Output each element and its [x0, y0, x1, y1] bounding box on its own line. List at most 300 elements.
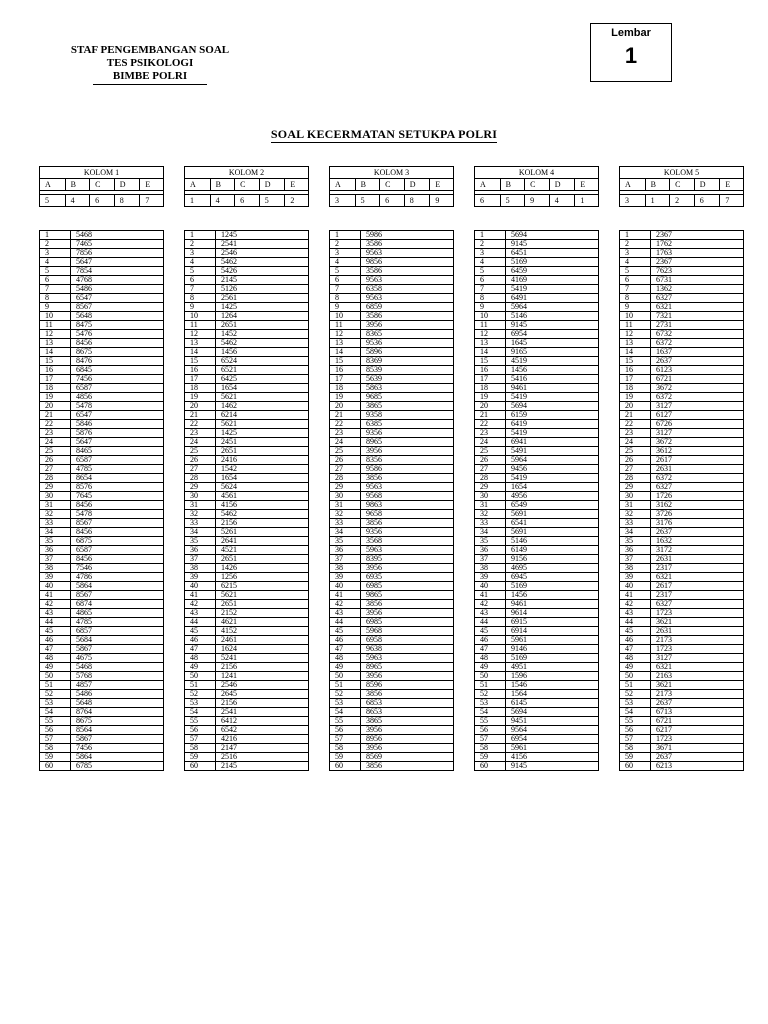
question-code: 2731: [651, 321, 744, 330]
question-number: 13: [620, 339, 651, 348]
question-code: 8965: [361, 438, 454, 447]
question-code: 9356: [361, 528, 454, 537]
question-number: 60: [40, 762, 71, 771]
question-number: 26: [185, 456, 216, 465]
question-code: 5419: [506, 393, 599, 402]
question-number: 16: [40, 366, 71, 375]
question-row: [330, 231, 454, 240]
question-number: 1: [475, 231, 506, 240]
question-number: 25: [185, 447, 216, 456]
question-number: 31: [475, 501, 506, 510]
question-code: 2645: [216, 690, 309, 699]
question-row: [620, 663, 744, 672]
question-code: 5169: [506, 582, 599, 591]
question-number: 13: [185, 339, 216, 348]
question-row: [330, 276, 454, 285]
question-number: 6: [330, 276, 361, 285]
question-code: 8567: [71, 591, 164, 600]
question-number: 39: [185, 573, 216, 582]
question-code: 5462: [216, 510, 309, 519]
key-digit: 5: [40, 195, 66, 207]
question-number: 7: [475, 285, 506, 294]
question-code: 2317: [651, 591, 744, 600]
question-code: 7321: [651, 312, 744, 321]
question-row: [185, 465, 309, 474]
question-row: [185, 492, 309, 501]
question-table: [474, 230, 599, 771]
question-code: 8456: [71, 528, 164, 537]
question-number: 57: [185, 735, 216, 744]
question-number: 40: [330, 582, 361, 591]
question-row: [40, 699, 164, 708]
question-row: [185, 276, 309, 285]
option-letter: B: [210, 179, 235, 191]
question-code: 6549: [506, 501, 599, 510]
question-number: 25: [475, 447, 506, 456]
question-row: [475, 591, 599, 600]
question-code: 6149: [506, 546, 599, 555]
question-row: [330, 627, 454, 636]
question-number: 36: [40, 546, 71, 555]
question-code: 9563: [361, 483, 454, 492]
question-row: [185, 402, 309, 411]
question-code: 5684: [71, 636, 164, 645]
question-row: [620, 762, 744, 771]
question-number: 9: [185, 303, 216, 312]
question-code: 5416: [506, 375, 599, 384]
question-number: 11: [620, 321, 651, 330]
question-number: 32: [475, 510, 506, 519]
question-number: 11: [40, 321, 71, 330]
question-number: 31: [620, 501, 651, 510]
option-letter: A: [475, 179, 501, 191]
question-number: 45: [475, 627, 506, 636]
question-code: 2416: [216, 456, 309, 465]
question-code: 6958: [361, 636, 454, 645]
question-number: 13: [475, 339, 506, 348]
question-number: 22: [185, 420, 216, 429]
question-row: [620, 519, 744, 528]
question-row: [330, 492, 454, 501]
question-number: 55: [40, 717, 71, 726]
question-row: [330, 258, 454, 267]
option-letter: D: [549, 179, 575, 191]
question-row: [475, 762, 599, 771]
question-code: 4785: [71, 465, 164, 474]
question-row: [40, 303, 164, 312]
question-number: 23: [40, 429, 71, 438]
question-row: [185, 645, 309, 654]
question-number: 33: [475, 519, 506, 528]
question-number: 8: [620, 294, 651, 303]
question-row: [40, 681, 164, 690]
question-code: 8569: [361, 753, 454, 762]
question-row: [40, 465, 164, 474]
question-row: [620, 294, 744, 303]
lembar-box: [590, 23, 672, 82]
question-row: [185, 483, 309, 492]
question-row: [185, 744, 309, 753]
option-letter: A: [330, 179, 356, 191]
question-row: [620, 753, 744, 762]
option-letter: A: [40, 179, 66, 191]
question-number: 11: [185, 321, 216, 330]
question-code: 6372: [651, 474, 744, 483]
question-number: 3: [40, 249, 71, 258]
question-code: 3612: [651, 447, 744, 456]
question-row: [40, 267, 164, 276]
question-code: 2147: [216, 744, 309, 753]
key-digit: 4: [65, 195, 90, 207]
question-row: [185, 393, 309, 402]
question-code: 2516: [216, 753, 309, 762]
question-row: [330, 312, 454, 321]
question-row: [620, 690, 744, 699]
question-number: 46: [185, 636, 216, 645]
question-code: 1654: [216, 384, 309, 393]
question-code: 5964: [506, 303, 599, 312]
question-row: [40, 339, 164, 348]
question-code: 2163: [651, 672, 744, 681]
question-row: [330, 519, 454, 528]
question-row: [475, 600, 599, 609]
question-code: 9165: [506, 348, 599, 357]
question-code: 3856: [361, 519, 454, 528]
question-number: 42: [185, 600, 216, 609]
question-row: [475, 393, 599, 402]
question-code: 1462: [216, 402, 309, 411]
question-row: [185, 339, 309, 348]
question-number: 34: [620, 528, 651, 537]
question-number: 32: [330, 510, 361, 519]
question-code: 5624: [216, 483, 309, 492]
question-row: [620, 411, 744, 420]
question-code: 8564: [71, 726, 164, 735]
question-row: [620, 699, 744, 708]
question-code: 4156: [216, 501, 309, 510]
key-digit: 3: [620, 195, 646, 207]
question-row: [185, 555, 309, 564]
question-row: [40, 366, 164, 375]
question-code: 3856: [361, 474, 454, 483]
question-code: 5491: [506, 447, 599, 456]
question-number: 4: [40, 258, 71, 267]
question-code: 5961: [506, 636, 599, 645]
question-number: 52: [330, 690, 361, 699]
key-digit: 7: [720, 195, 744, 207]
question-number: 41: [475, 591, 506, 600]
key-digit: 5: [355, 195, 380, 207]
question-number: 29: [330, 483, 361, 492]
question-row: [40, 708, 164, 717]
question-row: [620, 717, 744, 726]
question-code: 4956: [506, 492, 599, 501]
question-row: [620, 456, 744, 465]
question-code: 8475: [71, 321, 164, 330]
question-code: 4152: [216, 627, 309, 636]
question-row: [475, 483, 599, 492]
question-number: 19: [330, 393, 361, 402]
question-row: [620, 537, 744, 546]
option-letter: D: [694, 179, 720, 191]
key-digit: 5: [500, 195, 525, 207]
question-number: 54: [330, 708, 361, 717]
question-code: 5846: [71, 420, 164, 429]
question-row: [620, 258, 744, 267]
question-number: 19: [185, 393, 216, 402]
question-code: 1425: [216, 303, 309, 312]
question-number: 9: [40, 303, 71, 312]
question-code: 3586: [361, 267, 454, 276]
question-number: 54: [620, 708, 651, 717]
question-row: [475, 357, 599, 366]
question-number: 8: [40, 294, 71, 303]
question-code: 6915: [506, 618, 599, 627]
question-row: [40, 591, 164, 600]
question-row: [330, 411, 454, 420]
question-row: [40, 726, 164, 735]
question-number: 17: [40, 375, 71, 384]
question-number: 50: [185, 672, 216, 681]
question-code: 4519: [506, 357, 599, 366]
key-digit: 6: [475, 195, 501, 207]
question-row: [330, 240, 454, 249]
question-row: [620, 285, 744, 294]
question-row: [330, 618, 454, 627]
question-code: 8456: [71, 339, 164, 348]
question-code: 5426: [216, 267, 309, 276]
question-row: [475, 645, 599, 654]
question-code: 2152: [216, 609, 309, 618]
question-row: [185, 537, 309, 546]
question-code: 5478: [71, 402, 164, 411]
question-row: [185, 564, 309, 573]
key-digit: 9: [430, 195, 454, 207]
question-row: [330, 537, 454, 546]
question-number: 52: [475, 690, 506, 699]
question-row: [620, 393, 744, 402]
question-code: 7546: [71, 564, 164, 573]
key-digit: 1: [575, 195, 599, 207]
question-number: 20: [475, 402, 506, 411]
question-number: 44: [330, 618, 361, 627]
question-number: 44: [620, 618, 651, 627]
question-code: 1654: [216, 474, 309, 483]
question-code: 2461: [216, 636, 309, 645]
question-code: 2637: [651, 753, 744, 762]
question-row: [475, 492, 599, 501]
question-row: [185, 582, 309, 591]
question-code: 2541: [216, 708, 309, 717]
question-row: [330, 483, 454, 492]
question-code: 9461: [506, 384, 599, 393]
question-code: 2651: [216, 321, 309, 330]
question-number: 53: [330, 699, 361, 708]
question-code: 1452: [216, 330, 309, 339]
question-code: 1456: [506, 591, 599, 600]
question-number: 10: [185, 312, 216, 321]
question-row: [475, 258, 599, 267]
question-code: 1425: [216, 429, 309, 438]
question-number: 32: [40, 510, 71, 519]
question-number: 58: [475, 744, 506, 753]
option-letter: C: [670, 179, 695, 191]
key-digit: 5: [259, 195, 285, 207]
question-row: [185, 240, 309, 249]
question-number: 7: [330, 285, 361, 294]
question-code: 3586: [361, 240, 454, 249]
question-code: 6213: [651, 762, 744, 771]
question-row: [40, 663, 164, 672]
question-row: [40, 510, 164, 519]
question-row: [620, 330, 744, 339]
question-number: 16: [620, 366, 651, 375]
organization-header: [52, 44, 248, 85]
question-number: 1: [40, 231, 71, 240]
question-code: 8764: [71, 708, 164, 717]
question-number: 14: [330, 348, 361, 357]
question-number: 49: [185, 663, 216, 672]
kolom-title: KOLOM 4: [475, 167, 599, 179]
question-number: 24: [330, 438, 361, 447]
question-row: [40, 393, 164, 402]
question-number: 52: [185, 690, 216, 699]
question-row: [620, 429, 744, 438]
question-code: 9685: [361, 393, 454, 402]
question-row: [620, 618, 744, 627]
question-code: 1723: [651, 609, 744, 618]
question-code: 5462: [216, 258, 309, 267]
question-code: 6321: [651, 663, 744, 672]
question-number: 19: [475, 393, 506, 402]
question-row: [620, 465, 744, 474]
question-code: 9358: [361, 411, 454, 420]
question-number: 11: [330, 321, 361, 330]
question-row: [185, 708, 309, 717]
question-number: 2: [185, 240, 216, 249]
question-number: 48: [185, 654, 216, 663]
question-row: [475, 636, 599, 645]
question-code: 4785: [71, 618, 164, 627]
answer-key-table: [619, 166, 744, 207]
question-number: 43: [475, 609, 506, 618]
question-code: 3127: [651, 429, 744, 438]
question-code: 6491: [506, 294, 599, 303]
question-row: [475, 663, 599, 672]
question-row: [330, 375, 454, 384]
question-row: [475, 474, 599, 483]
question-number: 24: [40, 438, 71, 447]
question-number: 56: [330, 726, 361, 735]
question-code: 3956: [361, 744, 454, 753]
question-row: [620, 276, 744, 285]
kolom-title: KOLOM 5: [620, 167, 744, 179]
question-code: 6327: [651, 483, 744, 492]
question-row: [475, 681, 599, 690]
question-row: [330, 735, 454, 744]
question-number: 30: [185, 492, 216, 501]
question-row: [185, 600, 309, 609]
question-number: 51: [185, 681, 216, 690]
question-code: 8456: [71, 555, 164, 564]
question-number: 10: [620, 312, 651, 321]
question-code: 6731: [651, 276, 744, 285]
question-number: 59: [620, 753, 651, 762]
question-row: [185, 519, 309, 528]
question-code: 6425: [216, 375, 309, 384]
question-code: 9856: [361, 258, 454, 267]
question-row: [475, 672, 599, 681]
question-code: 5146: [506, 312, 599, 321]
question-number: 48: [620, 654, 651, 663]
question-number: 54: [185, 708, 216, 717]
question-row: [40, 474, 164, 483]
question-code: 6524: [216, 357, 309, 366]
question-number: 22: [40, 420, 71, 429]
question-row: [330, 573, 454, 582]
question-code: 5647: [71, 258, 164, 267]
question-row: [40, 285, 164, 294]
question-row: [40, 501, 164, 510]
question-code: 3856: [361, 762, 454, 771]
question-row: [185, 411, 309, 420]
question-number: 38: [475, 564, 506, 573]
question-code: 9638: [361, 645, 454, 654]
question-code: 3956: [361, 609, 454, 618]
question-number: 53: [475, 699, 506, 708]
question-number: 3: [185, 249, 216, 258]
question-code: 3127: [651, 402, 744, 411]
question-code: 3176: [651, 519, 744, 528]
question-code: 4156: [506, 753, 599, 762]
question-number: 10: [330, 312, 361, 321]
question-code: 9563: [361, 276, 454, 285]
question-code: 5963: [361, 546, 454, 555]
question-row: [620, 303, 744, 312]
question-number: 9: [620, 303, 651, 312]
org-line-3: BIMBE POLRI: [93, 70, 207, 85]
question-row: [475, 510, 599, 519]
question-number: 30: [475, 492, 506, 501]
question-number: 48: [40, 654, 71, 663]
question-number: 19: [40, 393, 71, 402]
question-code: 8596: [361, 681, 454, 690]
question-row: [185, 573, 309, 582]
question-number: 60: [185, 762, 216, 771]
key-digit: 8: [404, 195, 430, 207]
question-row: [330, 501, 454, 510]
question-row: [185, 258, 309, 267]
question-number: 55: [475, 717, 506, 726]
question-code: 6321: [651, 573, 744, 582]
question-row: [620, 312, 744, 321]
question-code: 2173: [651, 690, 744, 699]
question-row: [620, 249, 744, 258]
question-number: 16: [475, 366, 506, 375]
question-row: [620, 402, 744, 411]
question-number: 36: [330, 546, 361, 555]
question-number: 14: [40, 348, 71, 357]
question-number: 23: [185, 429, 216, 438]
question-number: 9: [330, 303, 361, 312]
question-number: 43: [330, 609, 361, 618]
question-code: 5486: [71, 690, 164, 699]
question-row: [40, 735, 164, 744]
question-row: [330, 663, 454, 672]
question-number: 57: [620, 735, 651, 744]
question-number: 17: [475, 375, 506, 384]
question-row: [185, 717, 309, 726]
